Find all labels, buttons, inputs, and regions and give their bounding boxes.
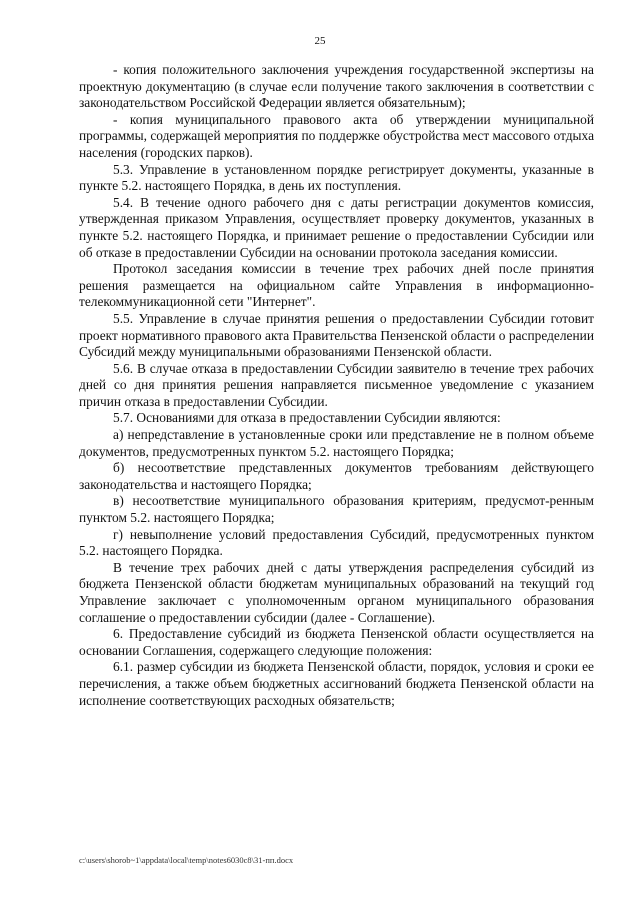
paragraph: - копия положительного заключения учреждения государственной экспертизы на проектную документацию (в случае если получение такого заключения в соответствии с законодательством Российской Федерации является обязательным); — [79, 62, 594, 111]
paragraph: - копия муниципального правового акта об утверждении муниципальной программы, содержащей мероприятия по поддержке обустройства мест массового отдыха населения (городских парков). — [79, 111, 595, 160]
paragraph: г) невыполнение условий предоставления Субсидий, предусмотренных пунктом 5.2. настоящего Порядка. — [79, 526, 594, 559]
paragraph: Протокол заседания комиссии в течение трех рабочих дней после принятия решения размещается на официальном сайте Управления в информационно-телекоммуникационной сети "Интернет". — [79, 261, 594, 310]
paragraph: 6.1. размер субсидии из бюджета Пензенской области, порядок, условия и сроки ее перечисления, а также объем бюджетных ассигнований бюджета Пензенской области на исполнение соответствующих расходных обязательств; — [79, 659, 594, 708]
page-number: 25 — [314, 35, 326, 47]
paragraph: а) непредставление в установленные сроки или представление не в полном объеме документов, предусмотренных пунктом 5.2. настоящего Порядка; — [79, 427, 594, 459]
paragraph: б) несоответствие представленных документов требованиям действующего законодательства и настоящего Порядка; — [79, 460, 594, 492]
document-body — [79, 62, 594, 709]
paragraph: 5.3. Управление в установленном порядке регистрирует документы, указанные в пункте 5.2. настоящего Порядка, в день их поступления. — [79, 161, 594, 194]
paragraph: 6. Предоставление субсидий из бюджета Пензенской области осуществляется на основании Соглашения, содержащего следующие положения: — [79, 626, 594, 658]
paragraph: В течение трех рабочих дней с даты утверждения распределения субсидий из бюджета Пензенской области бюджетам муниципальных образований на текущий год Управление заключает с уполномоченным органом муниципального образования соглашение о предоставлении субсидии (далее - Соглашение). — [79, 559, 594, 625]
paragraph: 5.5. Управление в случае принятия решения о предоставлении Субсидии готовит проект нормативного правового акта Правительства Пензенской области о распределении Субсидий между муниципальными образованиями Пензенской области. — [79, 310, 594, 360]
paragraph: в) несоответствие муниципального образования критериям, предусмот-ренным пунктом 5.2. настоящего Порядка; — [79, 493, 594, 526]
paragraph: 5.7. Основаниями для отказа в предоставлении Субсидии являются: — [113, 410, 501, 426]
paragraph: 5.6. В случае отказа в предоставлении Субсидии заявителю в течение трех рабочих дней со дня принятия решения направляется письменное уведомление с указанием причин отказа в предоставлении Субсидии. — [79, 360, 594, 409]
paragraph: 5.4. В течение одного рабочего дня с даты регистрации документов комиссия, утвержденная приказом Управления, осуществляет проверку документов, указанных в пункте 5.2. настоящего Порядка, и принимает решение о предоставлении Субсидии или об отказе в предоставлении Субсидии на основании протокола заседания комиссии. — [79, 194, 594, 260]
footer-file-path: c:\users\shorob~1\appdata\local\temp\notes6030c8\31-пп.docx — [79, 855, 294, 865]
